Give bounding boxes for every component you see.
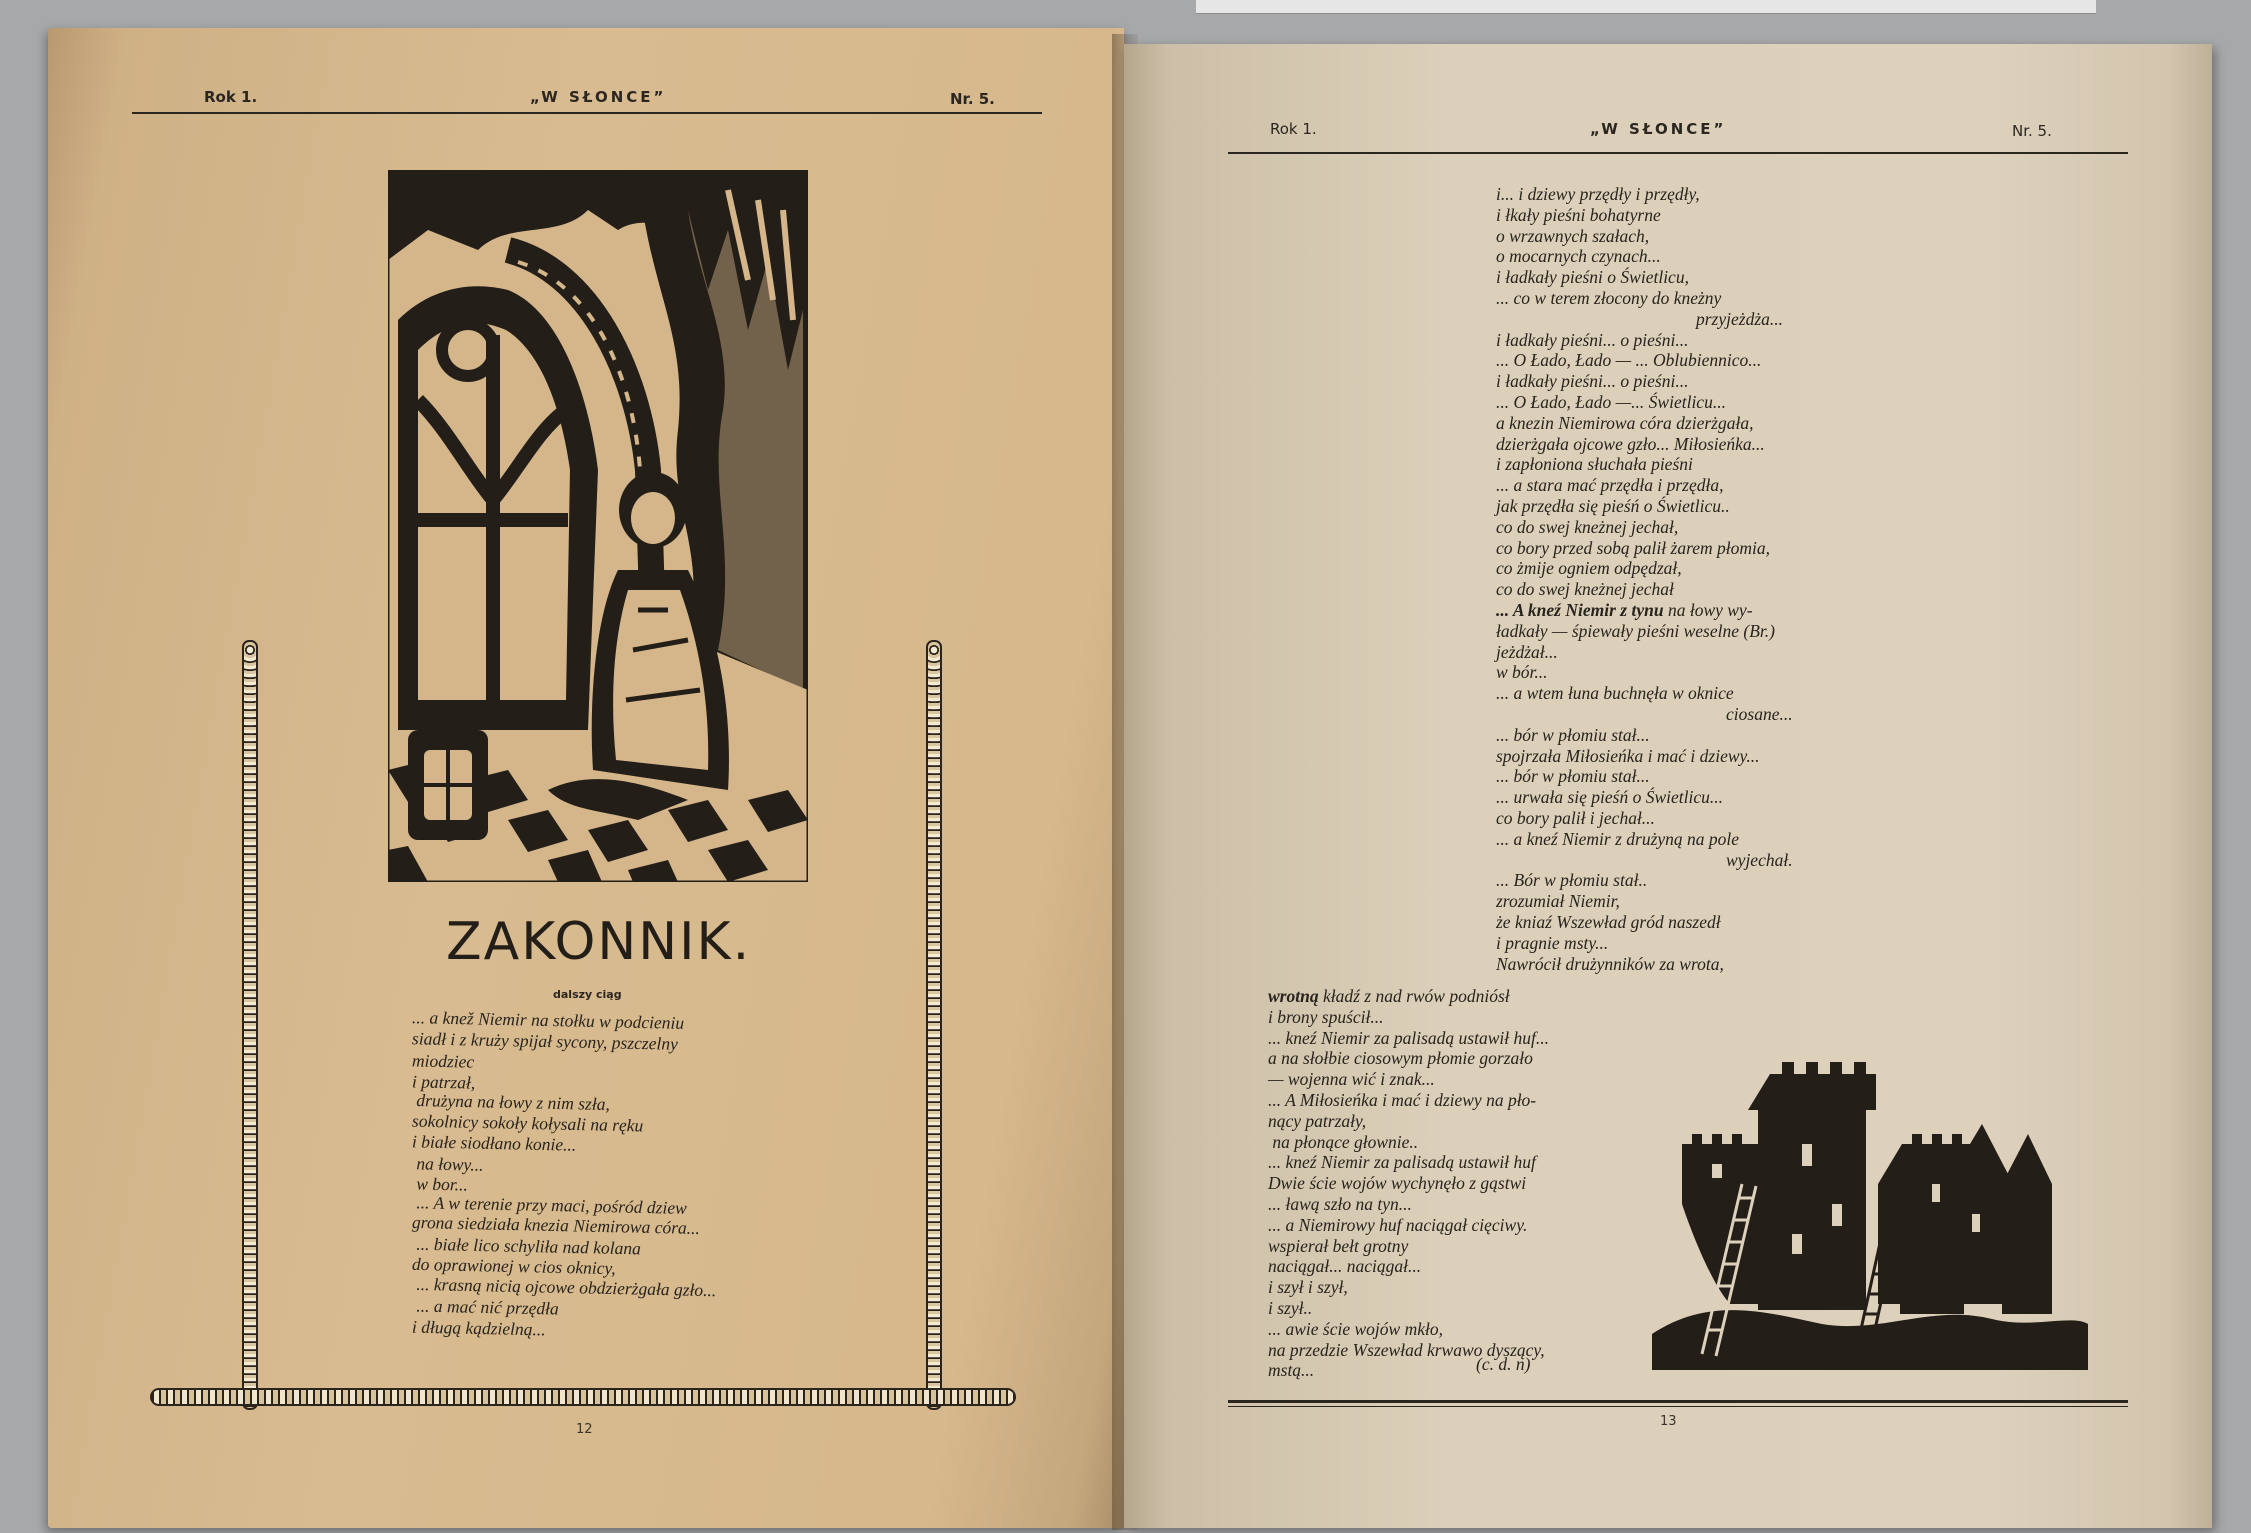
- poem-line: Dwie ście wojów wychynęło z gąstwi: [1268, 1173, 1527, 1194]
- poem-line: w bor...: [411, 1173, 469, 1195]
- poem-line: i ładkały pieśni o Świetlicu,: [1496, 267, 1689, 288]
- poem-line: i szył..: [1268, 1298, 1313, 1318]
- poem-line: a knezin Niemirowa córa dzierżgała,: [1496, 412, 1754, 433]
- ornament-bar-bottom: [150, 1388, 1016, 1406]
- poem-line: wspierał bełt grotny: [1268, 1235, 1409, 1256]
- header-journal: „W SŁONCE”: [1590, 120, 1727, 138]
- ornament-pillar-right: [926, 640, 942, 1410]
- poem-line: wrotną kładź z nad rwów podniósł: [1268, 986, 1510, 1006]
- poem-line: i szył i szył,: [1268, 1277, 1348, 1298]
- poem-line: co do swej kneżnej jechał,: [1496, 516, 1679, 537]
- poem-line: mstą...: [1268, 1360, 1315, 1381]
- header-year: Rok 1.: [1270, 120, 1317, 138]
- header-issue: Nr. 5.: [950, 90, 995, 108]
- poem-line: przyjeżdża...: [1696, 308, 1784, 329]
- poem-line: ... Bór w płomiu stał..: [1496, 870, 1648, 891]
- header-rule: [1228, 152, 2128, 154]
- poem-line: o mocarnych czynach...: [1496, 246, 1661, 267]
- poem-line: w bór...: [1496, 662, 1548, 683]
- poem-line: i pragnie msty...: [1496, 932, 1609, 953]
- poem-line: jak przędła się pieśń o Świetlicu..: [1496, 496, 1730, 516]
- article-subtitle: dalszy ciąg: [553, 988, 622, 1001]
- footer-rule: [1228, 1400, 2128, 1403]
- poem-line: ... kneź Niemir za palisadą ustawił huf...: [1268, 1027, 1549, 1048]
- poem-line: na płonące głownie..: [1268, 1131, 1419, 1152]
- poem-line: i długą kądzielną...: [411, 1316, 546, 1339]
- left-page: [48, 28, 1124, 1528]
- poem-line: ... A Miłosieńka i mać i dziewy na pło-: [1268, 1090, 1537, 1110]
- poem-line: drużyna na łowy z nim szła,: [411, 1089, 611, 1115]
- poem-line: na łowy...: [411, 1152, 484, 1175]
- woodcut-castle-towers-icon: [1652, 1034, 2088, 1370]
- poem-line: ... a kneź Niemir z drużyną na pole: [1496, 828, 1740, 849]
- poem-line: ... O Łado, Łado — ... Oblubiennico...: [1496, 350, 1762, 371]
- poem-line: ... a Niemirowy huf naciągał cięciwy.: [1268, 1214, 1528, 1235]
- ornament-pillar-left: [242, 640, 258, 1410]
- poem-line: co bory przed sobą palił żarem płomia,: [1496, 537, 1770, 558]
- poem-line: i zapłoniona słuchała pieśni: [1496, 454, 1693, 475]
- poem-line: do oprawionej w cios oknicy,: [411, 1253, 616, 1279]
- poem-line: ładkały — śpiewały pieśni weselne (Br.): [1496, 620, 1775, 641]
- poem-line: i ładkały pieśni... o pieśni...: [1496, 329, 1689, 350]
- header-journal: „W SŁONCE”: [530, 88, 667, 106]
- poem-line: ... ławą szło na tyn...: [1268, 1194, 1412, 1214]
- poem-line: ... bór w płomiu stał...: [1496, 766, 1650, 787]
- poem-line: siadł i z krużу spijał sycony, pszczelny: [411, 1027, 679, 1054]
- poem-line: — wojenna wić i znak...: [1268, 1069, 1435, 1090]
- right-page: [1124, 44, 2212, 1528]
- poem-line: jeżdżał...: [1496, 641, 1558, 662]
- header-year: Rok 1.: [204, 88, 258, 106]
- poem-line: ... białe lico schyliła nad kolana: [411, 1233, 642, 1258]
- poem-line: ... co w terem złocony do kneżny: [1496, 288, 1722, 308]
- poem-line: o wrzawnych szałach,: [1496, 225, 1650, 246]
- continuation-note: (c. d. n): [1476, 1354, 1531, 1375]
- poem-line: sokolnicy sokoły kołysali na ręku: [411, 1110, 644, 1135]
- poem-line: wyjechał.: [1726, 849, 1793, 870]
- poem-line: co bory palił i jechał...: [1496, 808, 1655, 828]
- header-rule: [132, 112, 1042, 114]
- poem-line: ... bór w płomiu stał...: [1496, 724, 1650, 745]
- poem-line: i patrzał,: [411, 1070, 476, 1093]
- poem-line: ... O Łado, Łado —... Świetlicu...: [1496, 392, 1726, 412]
- woodcut-woman-by-window-icon: [388, 170, 808, 882]
- poem-line: nący patrzały,: [1268, 1110, 1367, 1131]
- poem-line: i brony spuścił...: [1268, 1006, 1384, 1027]
- poem-line: i... i dziewy przędły i przędły,: [1496, 184, 1700, 204]
- poem-line: i ładkały pieśni... o pieśni...: [1496, 371, 1689, 392]
- poem-line: ... a wtem łuna buchnęła w oknice: [1496, 683, 1734, 704]
- poem-line: ... urwała się pieśń o Świetlicu...: [1496, 787, 1724, 808]
- poem-line: a na słołbie ciosowym płomie gorzało: [1268, 1048, 1533, 1069]
- poem-line: zrozumiał Niemir,: [1496, 891, 1620, 912]
- poem-line: ... a stara mać przędła i przędła,: [1496, 475, 1724, 496]
- poem-line: spojrzała Miłosieńka i mać i dziewy...: [1496, 745, 1760, 766]
- footer-rule-thin: [1228, 1406, 2128, 1407]
- poem-line: dzierżgała ojcowe gzło... Miłosieńka...: [1496, 433, 1765, 454]
- poem-line: co żmije ogniem odpędzał,: [1496, 558, 1682, 579]
- page-number-right: 13: [1660, 1414, 1677, 1429]
- poem-line: co do swej kneżnej jechał: [1496, 579, 1674, 600]
- background-strip: [1196, 0, 2096, 14]
- poem-line: i łkały pieśni bohatyrne: [1496, 204, 1661, 225]
- poem-line: i białe siodłano konie...: [411, 1131, 577, 1155]
- poem-line: ... a knež Niemir na stołku w podcieniu: [411, 1007, 685, 1033]
- poem-line: ... kneź Niemir za palisadą ustawił huf: [1268, 1152, 1536, 1173]
- article-title: ZAKONNIK.: [446, 912, 752, 972]
- poem-line: ... A kneź Niemir z tynu na łowy wy-: [1496, 600, 1753, 620]
- poem-line: ... awie ście wojów mkło,: [1268, 1318, 1443, 1339]
- poem-line: ciosane...: [1726, 704, 1793, 724]
- poem-line: naciągał... naciągał...: [1268, 1256, 1422, 1277]
- poem-line: miodziec: [411, 1050, 475, 1072]
- poem-line: ... A w terenie przy maci, pośród dziew: [411, 1191, 687, 1218]
- poem-line: że kniaź Wszewład gród naszedł: [1496, 912, 1721, 932]
- poem-line: grona siedziała knezia Niemirowa córa...: [411, 1211, 701, 1239]
- poem-line: ... a mać nić przędła: [411, 1295, 559, 1319]
- page-number-left: 12: [576, 1422, 593, 1437]
- poem-line: na przedzie Wszewład krwawo dyszący,: [1268, 1339, 1545, 1360]
- poem-line: Nawrócił drużynników za wrota,: [1496, 953, 1724, 974]
- poem-line: ... krasną nicią ojcowe obdzierżgała gzło...: [411, 1273, 717, 1300]
- header-issue: Nr. 5.: [2012, 122, 2052, 140]
